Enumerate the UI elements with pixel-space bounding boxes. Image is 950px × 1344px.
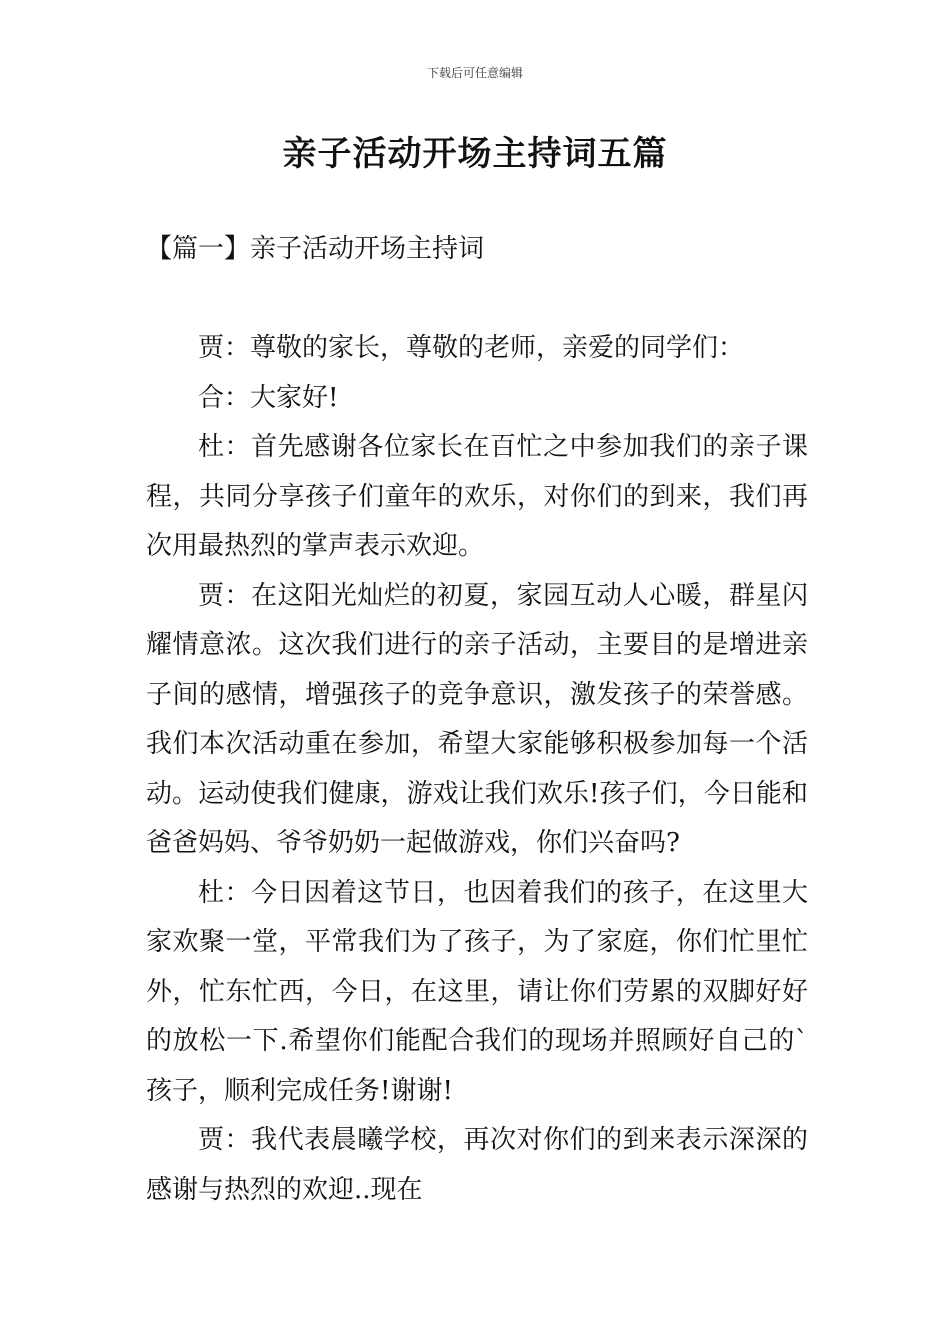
- paragraph: 贾：尊敬的家长，尊敬的老师，亲爱的同学们：: [198, 333, 745, 363]
- paragraph: 贾：我代表晨曦学校，再次对你们的到来表示深深的感谢与热烈的欢迎..现在: [146, 1125, 808, 1205]
- paragraph: 贾：在这阳光灿烂的初夏，家园互动人心暖，群星闪耀情意浓。这次我们进行的亲子活动，主要目的是增进亲子间的感情，增强孩子的竞争意识，激发孩子的荣誉感。我们本次活动重在参加，希望大家能够积极参加每一个活动。运动使我们健康，游戏让我们欢乐!孩子们，今日能和爸爸妈妈、爷爷奶奶一起做游戏，你们兴奋吗?: [146, 580, 808, 858]
- body-text: [146, 324, 808, 1215]
- paragraph: 杜：今日因着这节日，也因着我们的孩子，在这里大家欢聚一堂，平常我们为了孩子，为了家庭，你们忙里忙外，忙东忙西，今日，在这里，请让你们劳累的双脚好好的放松一下.希望你们能配合我们的现场并照顾好自己的`孩子，顺利完成任务!谢谢!: [146, 877, 808, 1106]
- section-heading: 【篇一】亲子活动开场主持词: [146, 234, 485, 264]
- paragraph: 杜：首先感谢各位家长在百忙之中参加我们的亲子课程，共同分享孩子们童年的欢乐，对你们的到来，我们再次用最热烈的掌声表示欢迎。: [146, 432, 808, 561]
- header-note: 下载后可任意编辑: [426, 66, 523, 80]
- document-title: 亲子活动开场主持词五篇: [282, 134, 668, 174]
- paragraph: 合：大家好!: [198, 382, 339, 413]
